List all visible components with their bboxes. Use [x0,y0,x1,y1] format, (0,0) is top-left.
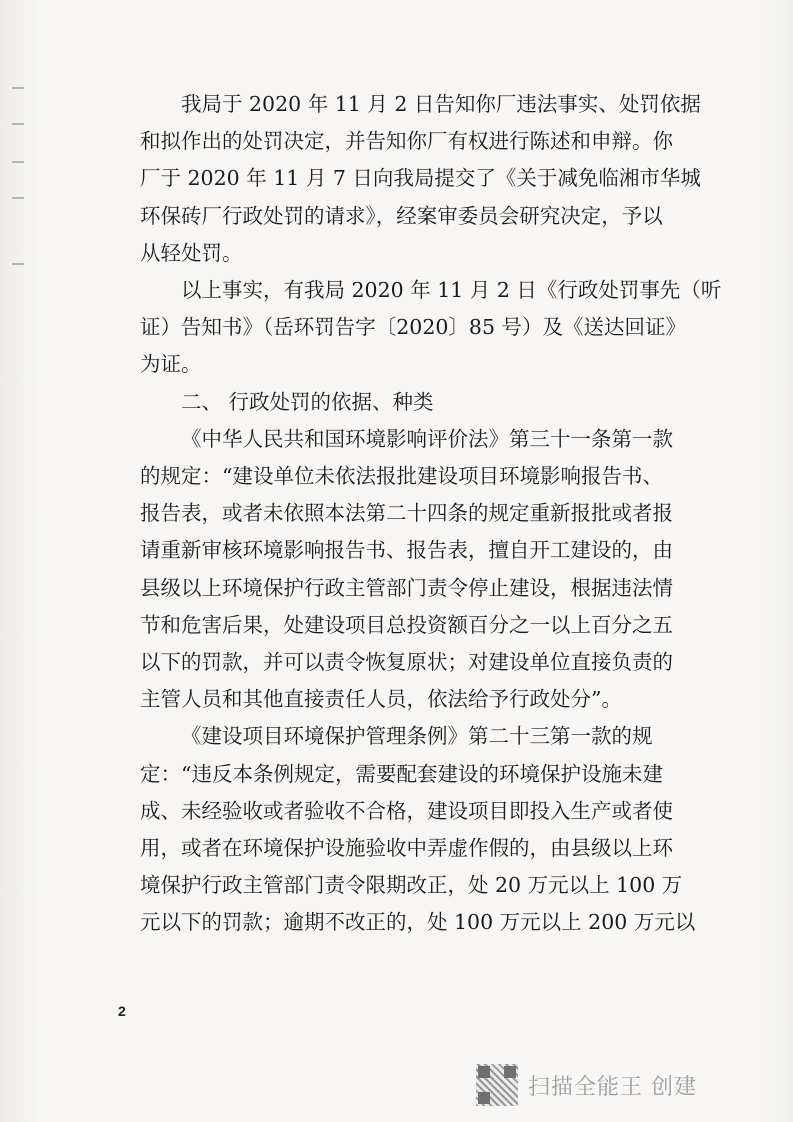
watermark-text: 扫描全能王 创建 [528,1074,697,1100]
text-line: 从轻处罚。 [140,240,243,265]
text-line: 以下的罚款，并可以责令恢复原状；对建设单位直接负责的 [140,650,673,675]
text-line: 请重新审核环境影响报告书、报告表，擅自开工建设的，由 [140,538,673,563]
scan-artifact [345,24,505,34]
text-line: 主管人员和其他直接责任人员，依法给予行政处分”。 [140,687,622,712]
paragraph [140,272,722,384]
text-line: 定：“违反本条例规定，需要配套建设的环境保护设施未建 [140,761,663,786]
section-heading [140,384,700,421]
text-line: 二、 行政处罚的依据、种类 [181,389,434,414]
text-line: 用，或者在环境保护设施验收中弄虚作假的，由县级以上环 [140,836,673,861]
document-body [140,86,722,942]
text-line: 元以下的罚款；逾期不改正的，处 100 万元以上 200 万元以 [140,910,696,935]
paragraph [140,718,700,941]
text-line: 证）告知书》（岳环罚告字〔2020〕85 号）及《送达回证》 [140,315,687,340]
qr-code-icon [476,1064,518,1106]
paragraph [140,86,700,272]
text-line: 境保护行政主管部门责令限期改正，处 20 万元以上 100 万 [140,873,683,898]
text-line: 报告表，或者未依照本法第二十四条的规定重新报批或者报 [140,501,673,526]
text-line: 《建设项目环境保护管理条例》第二十三第一款的规 [181,724,653,749]
text-line: 厂于 2020 年 11 月 7 日向我局提交了《关于减免临湘市华城 [140,166,701,191]
text-line: 环保砖厂行政处罚的请求》，经案审委员会研究决定，予以 [140,203,663,228]
scanner-watermark [476,1062,697,1108]
text-line: 以上事实，有我局 2020 年 11 月 2 日《行政处罚事先（听 [181,278,722,303]
text-line: 和拟作出的处罚决定，并告知你厂有权进行陈述和申辩。你 [140,129,673,154]
text-line: 节和危害后果，处建设项目总投资额百分之一以上百分之五 [140,612,673,637]
text-line: 的规定：“建设单位未依法报批建设项目环境影响报告书、 [140,464,663,489]
text-line: 《中华人民共和国环境影响评价法》第三十一条第一款 [181,426,673,451]
paragraph [140,421,700,719]
page-number: 2 [118,1003,126,1019]
text-line: 我局于 2020 年 11 月 2 日告知你厂违法事实、处罚依据 [181,92,701,116]
binding-marks [4,85,32,285]
text-line: 为证。 [140,352,202,377]
text-line: 县级以上环境保护行政主管部门责令停止建设，根据违法情 [140,575,673,600]
text-line: 成、未经验收或者验收不合格，建设项目即投入生产或者使 [140,798,673,823]
